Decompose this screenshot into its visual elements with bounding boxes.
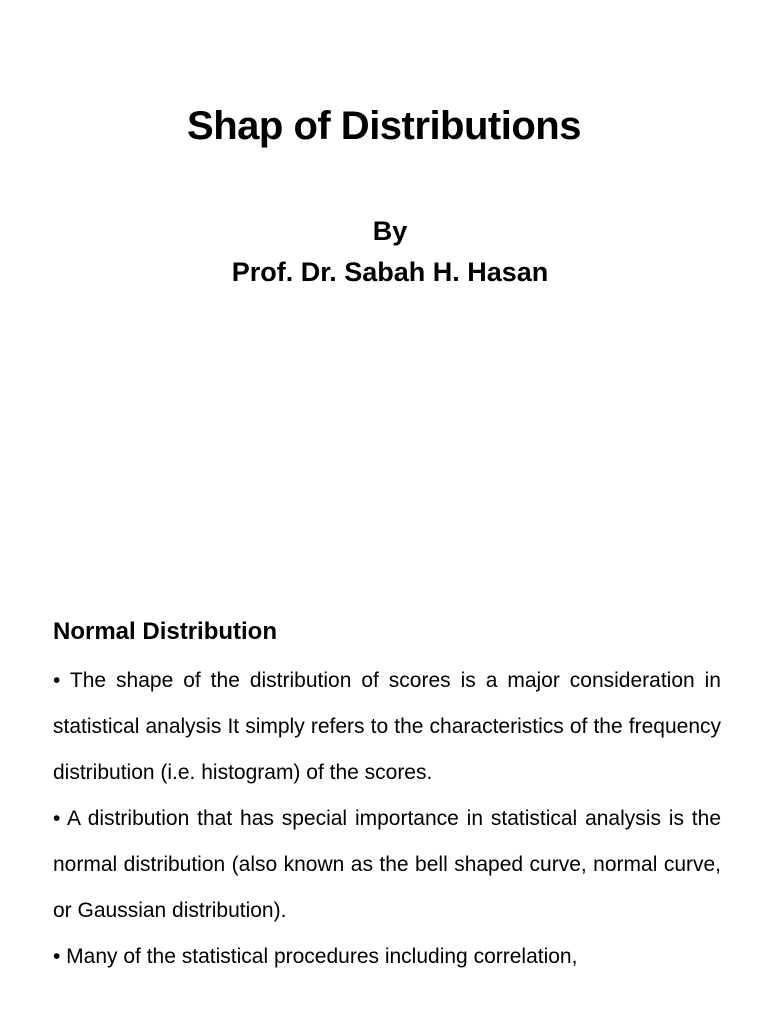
- byline: By: [372, 216, 408, 246]
- paragraph-normal-distribution: • A distribution that has special importance in statistical analysis is the normal distribution (also known as the bell shaped curve, normal curve, or Gaussian distribution).: [53, 807, 721, 922]
- paragraph-shape-of-distribution: • The shape of the distribution of scores is a major consideration in statistical analysis It simply refers to the characteristics of the frequency distribution (i.e. histogram) of the scores.: [53, 669, 721, 784]
- content-section: [53, 614, 721, 980]
- author-name: Prof. Dr. Sabah H. Hasan: [231, 257, 549, 287]
- section-heading: Normal Distribution: [53, 618, 278, 645]
- page-title: Shap of Distributions: [187, 104, 581, 148]
- paragraph-statistical-procedures: • Many of the statistical procedures including correlation,: [53, 945, 578, 968]
